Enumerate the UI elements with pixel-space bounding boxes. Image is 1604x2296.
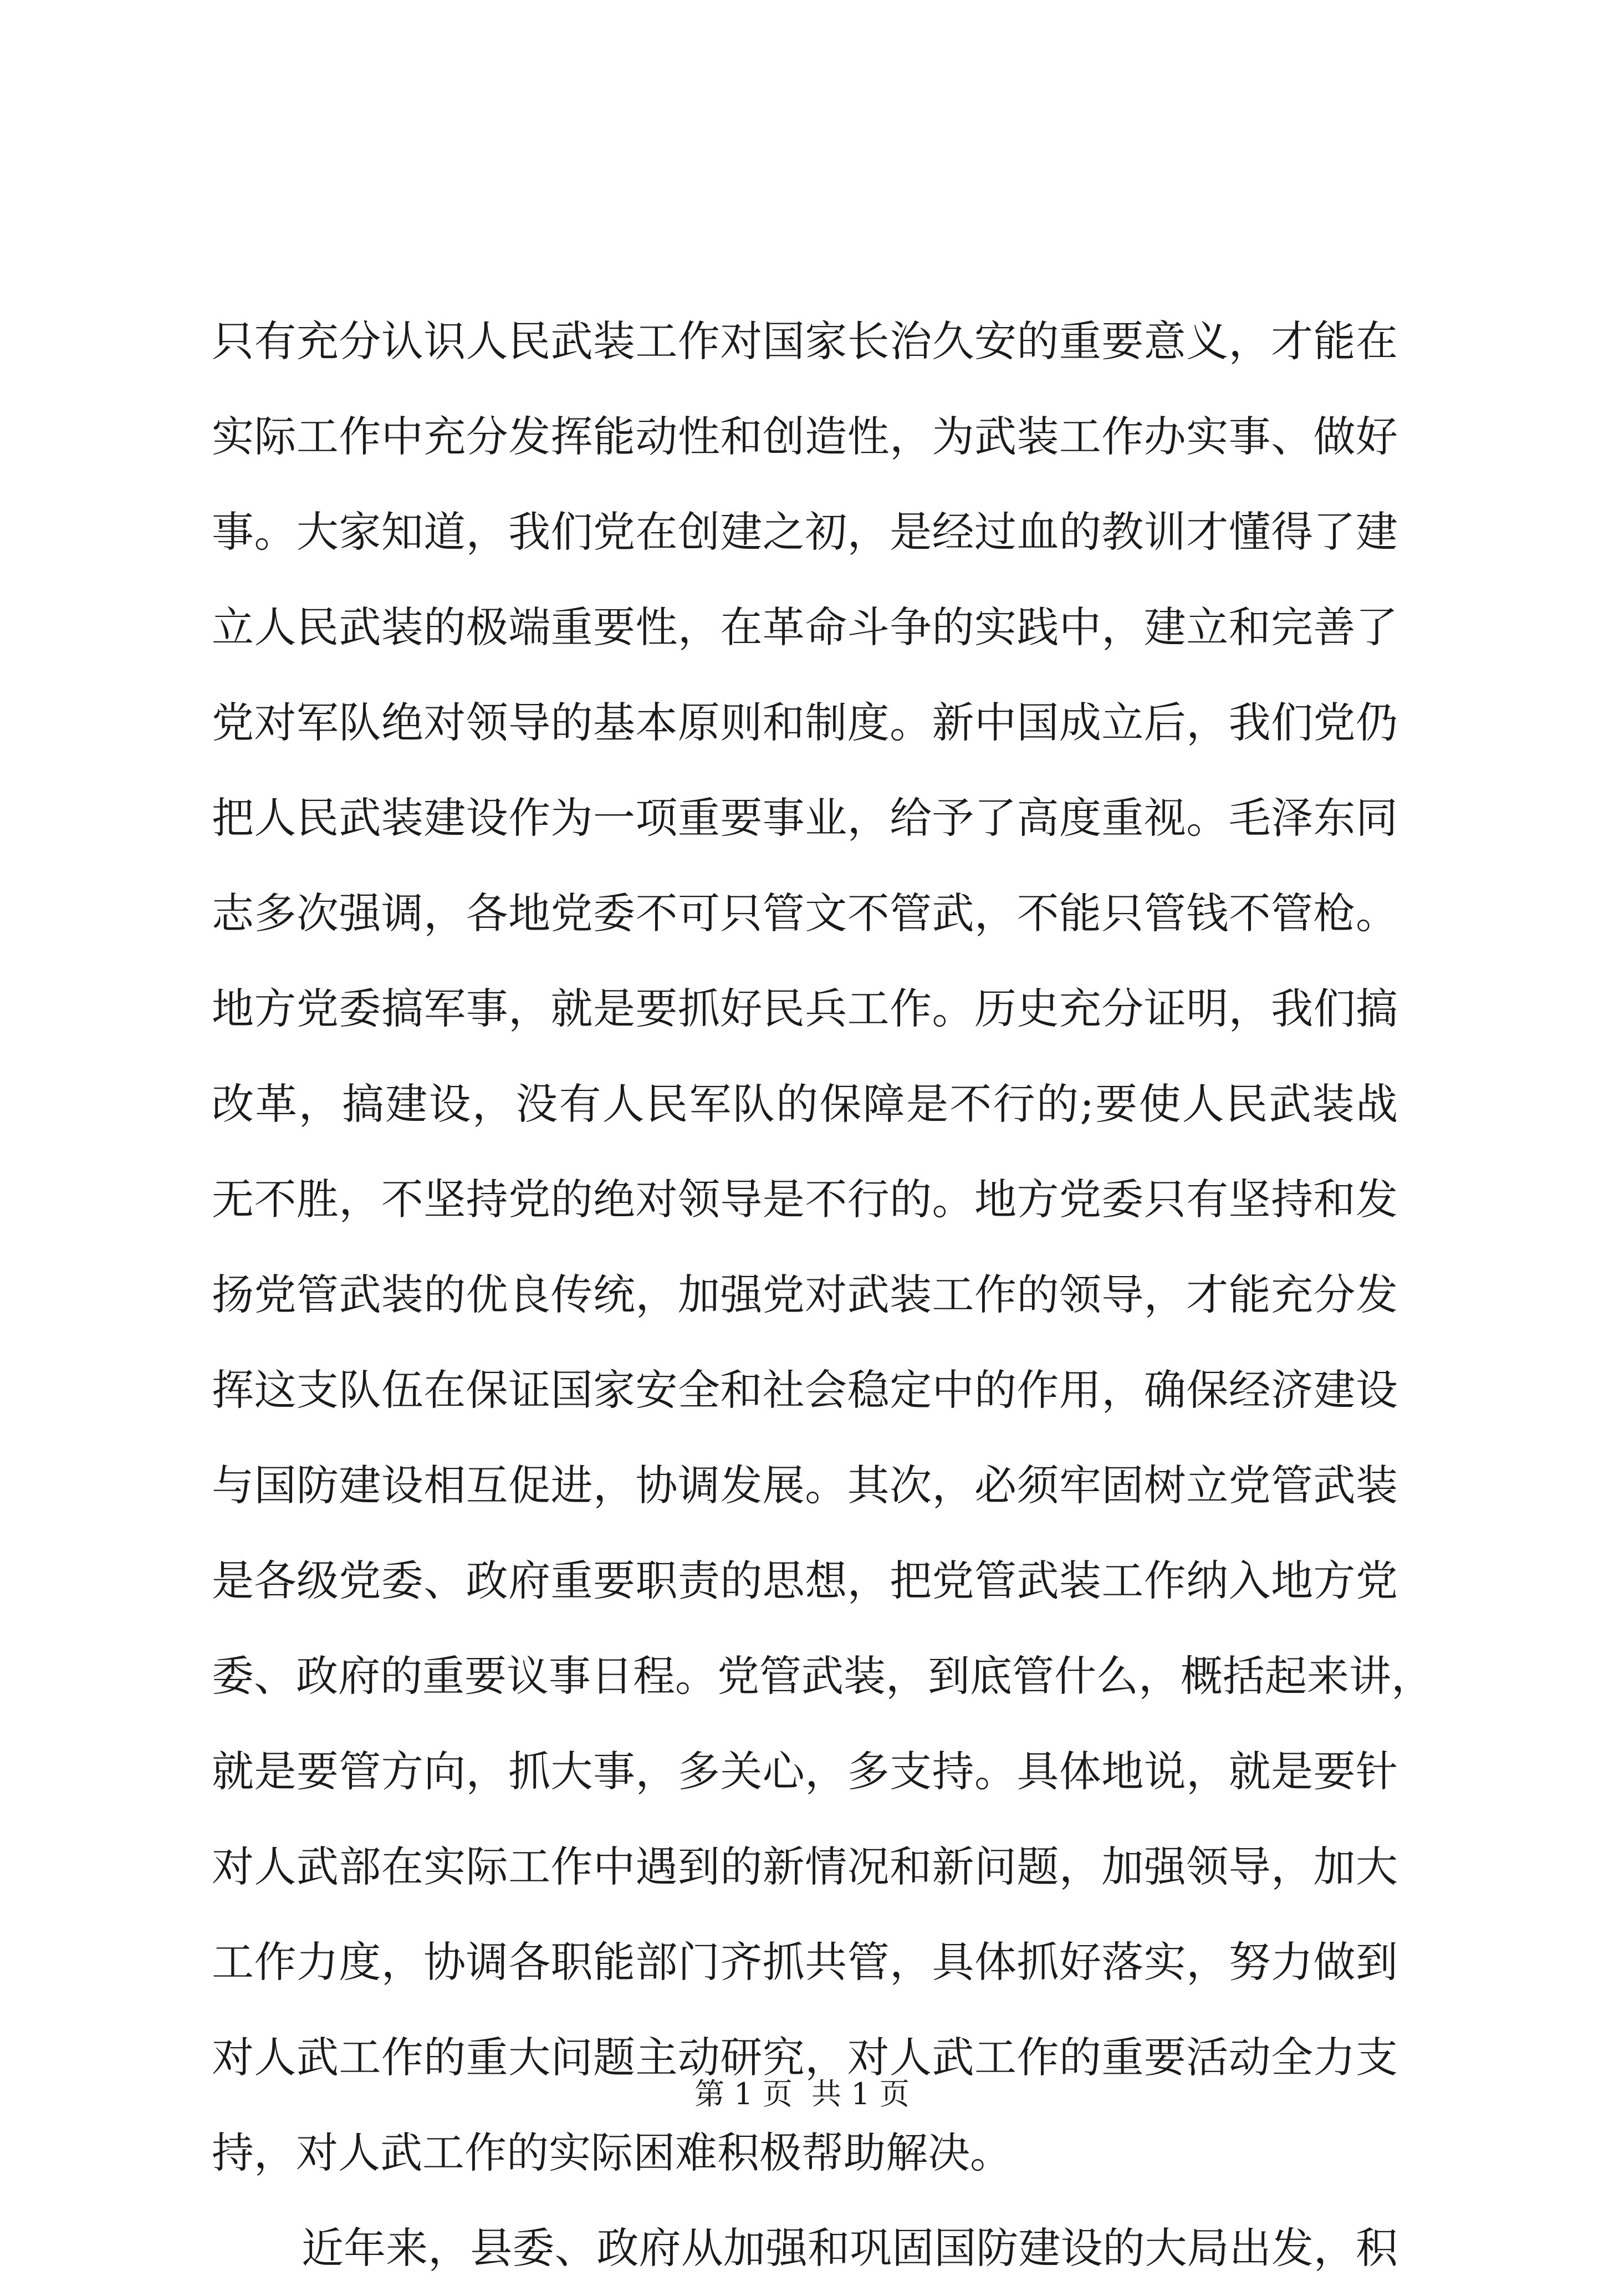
paragraph-start-line: 近年来，县委、政府从加强和巩固国防建设的大局出发，积 [302,2223,1398,2273]
text-line: 无不胜，不坚持党的绝对领导是不行的。地方党委只有坚持和发 [212,1175,1398,1224]
text-line: 工作力度，协调各职能部门齐抓共管，具体抓好落实，努力做到 [212,1937,1398,1987]
text-line: 委、政府的重要议事日程。党管武装，到底管什么，概括起来讲， [212,1651,1433,1701]
text-line: 扬党管武装的优良传统，加强党对武装工作的领导，才能充分发 [212,1270,1398,1319]
text-line: 立人民武装的极端重要性，在革命斗争的实践中，建立和完善了 [212,603,1398,652]
text-line: 实际工作中充分发挥能动性和创造性，为武装工作办实事、做好 [212,412,1398,461]
text-line: 党对军队绝对领导的基本原则和制度。新中国成立后，我们党仍 [212,698,1398,747]
page-number-label: 第 1 页 共 1 页 [694,2076,910,2111]
text-line: 把人民武装建设作为一项重要事业，给予了高度重视。毛泽东同 [212,793,1398,843]
text-line: 持，对人武工作的实际困难积极帮助解决。 [212,2128,1012,2177]
text-line: 志多次强调，各地党委不可只管文不管武，不能只管钱不管枪。 [212,889,1398,938]
text-line: 只有充分认识人民武装工作对国家长治久安的重要意义，才能在 [212,317,1398,366]
text-line: 对人武部在实际工作中遇到的新情况和新问题，加强领导，加大 [212,1842,1398,1891]
text-line: 改革，搞建设，没有人民军队的保障是不行的;要使人民武装战 [212,1079,1398,1129]
body-text [212,294,1433,2296]
text-line: 挥这支队伍在保证国家安全和社会稳定中的作用，确保经济建设 [212,1365,1398,1415]
text-line: 就是要管方向，抓大事，多关心，多支持。具体地说，就是要针 [212,1747,1398,1796]
text-line: 对人武工作的重大问题主动研究，对人武工作的重要活动全力支 [212,2033,1398,2082]
text-line: 事。大家知道，我们党在创建之初，是经过血的教训才懂得了建 [212,507,1398,557]
text-line: 地方党委搞军事，就是要抓好民兵工作。历史充分证明，我们搞 [212,984,1398,1033]
page-footer [0,2072,1604,2116]
text-line: 是各级党委、政府重要职责的思想，把党管武装工作纳入地方党 [212,1556,1398,1605]
text-line: 与国防建设相互促进，协调发展。其次，必须牢固树立党管武装 [212,1461,1398,1510]
